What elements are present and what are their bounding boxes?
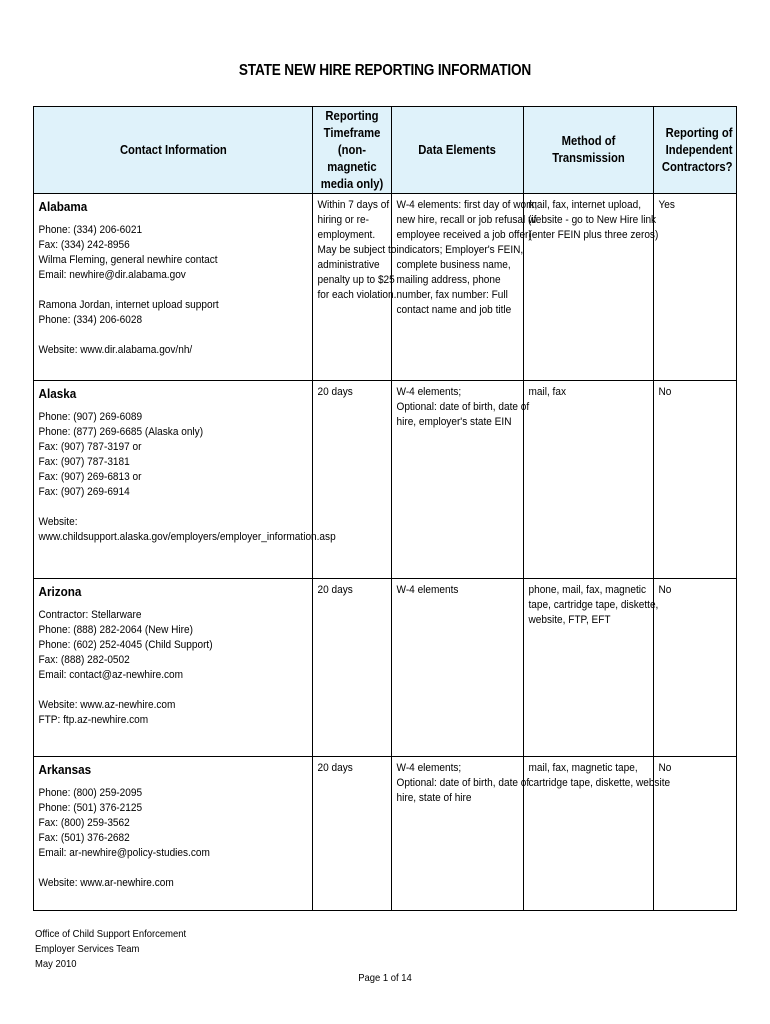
contact-line: Email: newhire@dir.alabama.gov <box>38 269 186 281</box>
data-elements-cell <box>392 381 530 579</box>
method-line: website - go to New Hire link <box>528 214 657 226</box>
table-row <box>34 757 737 911</box>
header-contact-information: Contact Information <box>34 107 313 194</box>
method-line: mail, fax <box>528 386 566 398</box>
contact-line: Phone: (877) 269-6685 (Alaska only) <box>38 426 204 438</box>
contact-line: Fax: (501) 376-2682 <box>38 832 130 844</box>
state-name: Arizona <box>38 584 82 599</box>
state-name: Alabama <box>38 199 88 214</box>
header-method-of-transmission: Method of Transmission <box>524 107 654 194</box>
data-line: W-4 elements <box>396 584 459 596</box>
timeframe-line: 20 days <box>317 584 353 596</box>
method-line: cartridge tape, diskette, website <box>528 777 671 789</box>
contact-line: Phone: (907) 269-6089 <box>38 411 143 423</box>
method-cell <box>524 381 654 579</box>
method-cell <box>524 194 659 381</box>
data-line: contact name and job title <box>396 304 512 316</box>
contact-line: Phone: (334) 206-6021 <box>38 224 143 236</box>
contact-line: Fax: (888) 282-0502 <box>38 654 130 666</box>
page-number: Page 1 of 14 <box>358 972 412 984</box>
contact-line: Contractor: Stellarware <box>38 609 142 621</box>
data-line: hire, employer's state EIN <box>396 416 512 428</box>
contact-line: Ramona Jordan, internet upload support <box>38 299 219 311</box>
contact-line: Phone: (334) 206-6028 <box>38 314 143 326</box>
method-line: (enter FEIN plus three zeros) <box>528 229 659 241</box>
contact-line: Fax: (907) 269-6813 or <box>38 471 142 483</box>
contractors-cell <box>654 381 737 579</box>
footer-line: Office of Child Support Enforcement <box>35 928 187 940</box>
timeframe-cell <box>313 381 392 579</box>
contact-line: Phone: (501) 376-2125 <box>38 802 143 814</box>
contact-line: Fax: (334) 242-8956 <box>38 239 130 251</box>
contact-line: Email: ar-newhire@policy-studies.com <box>38 847 210 859</box>
contractors-cell <box>654 194 737 381</box>
contact-line: Phone: (888) 282-2064 (New Hire) <box>38 624 193 636</box>
header-independent-contractors: Reporting of Independent Contractors? <box>654 107 737 194</box>
timeframe-line: hiring or re- <box>317 214 369 226</box>
table-row <box>34 381 737 579</box>
timeframe-line: Within 7 days of <box>317 199 390 211</box>
contact-line: Fax: (907) 787-3181 <box>38 456 130 468</box>
contact-website: www.childsupport.alaska.gov/employers/employer_information.asp <box>38 531 336 543</box>
state-name: Arkansas <box>38 762 92 777</box>
data-line: indicators; Employer's FEIN, <box>396 244 524 256</box>
contact-line: Email: contact@az-newhire.com <box>38 669 184 681</box>
data-elements-cell <box>392 579 524 757</box>
table-header-row <box>34 107 737 194</box>
contact-line: Phone: (602) 252-4045 (Child Support) <box>38 639 213 651</box>
data-line: Optional: date of birth, date of <box>396 401 530 413</box>
contact-website: Website: www.ar-newhire.com <box>38 877 174 889</box>
data-line: complete business name, <box>396 259 511 271</box>
data-line: employee received a job offer) <box>396 229 532 241</box>
timeframe-line: administrative <box>317 259 380 271</box>
contractors-cell <box>654 579 737 757</box>
header-reporting-timeframe: Reporting Timeframe (non-magnetic media only) <box>313 107 392 194</box>
data-line: W-4 elements: first day of work; <box>396 199 538 211</box>
method-line: phone, mail, fax, magnetic <box>528 584 647 596</box>
contractors-value: No <box>658 584 672 596</box>
timeframe-line: May be subject to <box>317 244 397 256</box>
contact-website: Website: www.dir.alabama.gov/nh/ <box>38 344 193 356</box>
contact-line: Fax: (907) 269-6914 <box>38 486 130 498</box>
contractors-value: Yes <box>658 199 675 211</box>
data-line: hire, state of hire <box>396 792 472 804</box>
timeframe-line: 20 days <box>317 386 353 398</box>
data-line: mailing address, phone <box>396 274 501 286</box>
timeframe-line: employment. <box>317 229 376 241</box>
timeframe-line: 20 days <box>317 762 353 774</box>
method-line: tape, cartridge tape, diskette, <box>528 599 659 611</box>
data-line: new hire, recall or job refusal (if <box>396 214 537 226</box>
contractors-value: No <box>658 386 672 398</box>
timeframe-line: for each violation. <box>317 289 397 301</box>
method-cell <box>524 579 659 757</box>
contact-line: Fax: (800) 259-3562 <box>38 817 130 829</box>
data-line: Optional: date of birth, date of <box>396 777 530 789</box>
contact-line: Phone: (800) 259-2095 <box>38 787 143 799</box>
contact-cell <box>34 757 313 911</box>
page-title: STATE NEW HIRE REPORTING INFORMATION <box>238 62 532 79</box>
data-elements-cell <box>392 194 538 381</box>
method-line: mail, fax, magnetic tape, <box>528 762 638 774</box>
timeframe-cell <box>313 194 397 381</box>
table-row <box>34 194 737 381</box>
new-hire-table <box>33 106 737 911</box>
contact-ftp: FTP: ftp.az-newhire.com <box>38 714 149 726</box>
timeframe-line: penalty up to $25 <box>317 274 395 286</box>
data-line: W-4 elements; <box>396 762 462 774</box>
contact-cell <box>34 579 313 757</box>
data-line: W-4 elements; <box>396 386 462 398</box>
method-line: website, FTP, EFT <box>528 614 611 626</box>
data-line: number, fax number: Full <box>396 289 508 301</box>
contractors-value: No <box>658 762 672 774</box>
method-line: mail, fax, internet upload, <box>528 199 641 211</box>
state-name: Alaska <box>38 386 77 401</box>
timeframe-cell <box>313 579 392 757</box>
footer <box>35 927 186 972</box>
contact-line: Fax: (907) 787-3197 or <box>38 441 142 453</box>
footer-line: Employer Services Team <box>35 943 140 955</box>
footer-line: May 2010 <box>35 958 77 970</box>
table-row <box>34 579 737 757</box>
data-elements-cell <box>392 757 530 911</box>
contact-website: Website: www.az-newhire.com <box>38 699 176 711</box>
header-data-elements: Data Elements <box>392 107 524 194</box>
timeframe-cell <box>313 757 392 911</box>
contact-cell <box>34 194 313 381</box>
contact-line: Website: <box>38 516 78 528</box>
contact-line: Wilma Fleming, general newhire contact <box>38 254 218 266</box>
